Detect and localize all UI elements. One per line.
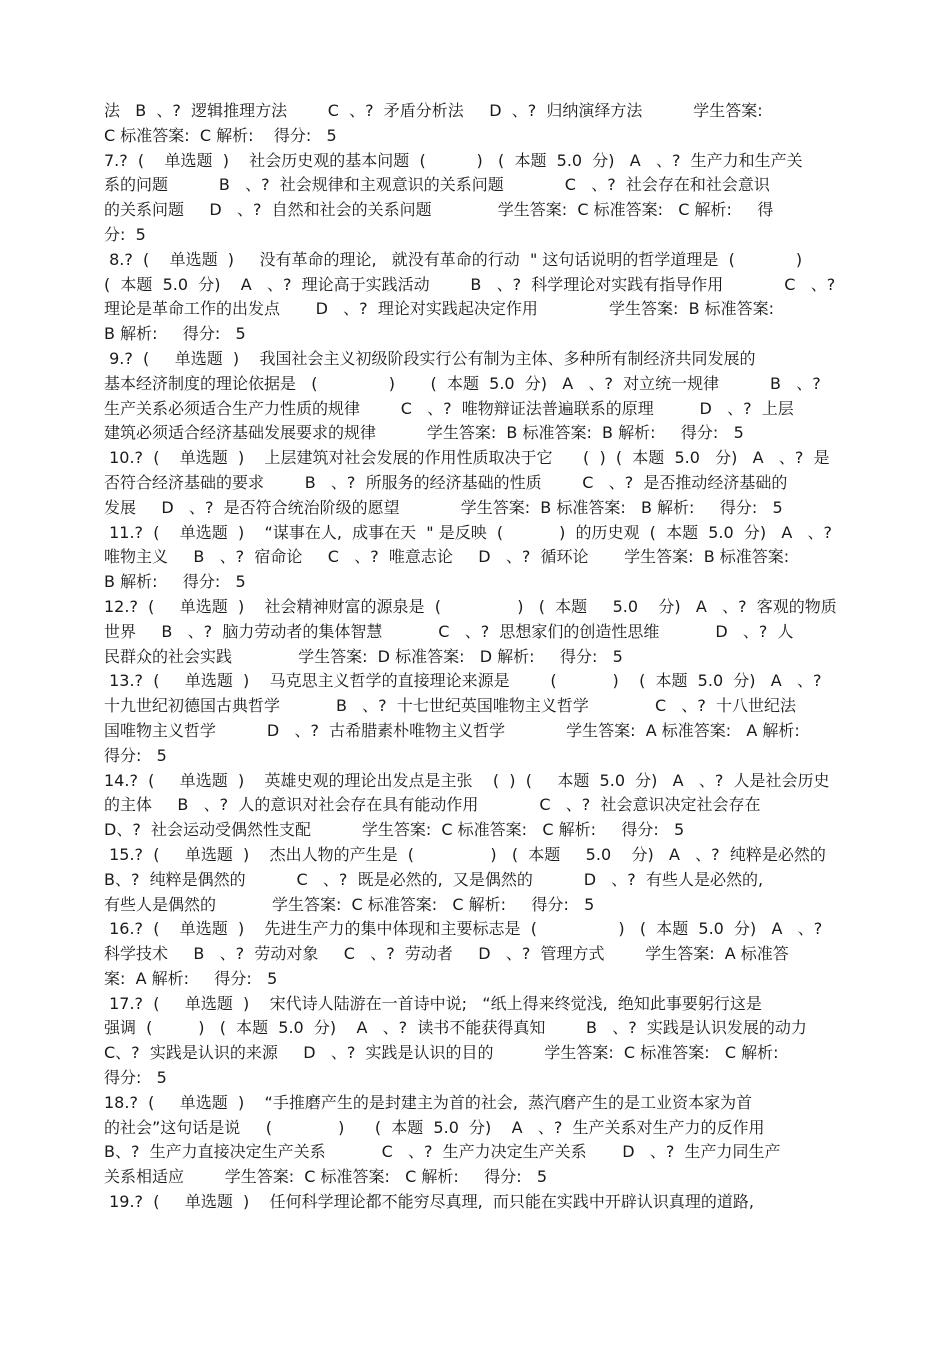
text-line: C 标准答案: C 解析: 得分: 5 xyxy=(104,125,337,145)
text-line: 发展 D 、? 是否符合统治阶级的愿望 学生答案: B 标准答案: B 解析: 得分: 5 xyxy=(104,497,783,517)
text-line: 11.? ( 单选题 ) “谋事在人, 成事在天 " 是反映 ( ) 的历史观 ( 本题 5.0 分) A 、? xyxy=(104,522,833,542)
text-line: C、? 实践是认识的来源 D 、? 实践是认识的目的 学生答案: C 标准答案: C 解析: xyxy=(104,1043,779,1063)
text-line: 得分: 5 xyxy=(104,1068,167,1088)
text-line: 法 B 、? 逻辑推理方法 C 、? 矛盾分析法 D 、? 归纳演绎方法 学生答案: xyxy=(104,101,763,120)
text-line: 7.? ( 单选题 ) 社会历史观的基本问题 ( ) ( 本题 5.0 分) A 、? 生产力和生产关 xyxy=(104,150,803,170)
text-line: 15.? ( 单选题 ) 杰出人物的产生是 ( ) ( 本题 5.0 分) A 、? 纯粹是必然的 xyxy=(104,844,826,864)
text-line: 系的问题 B 、? 社会规律和主观意识的关系问题 C 、? 社会存在和社会意识 xyxy=(104,175,770,195)
text-line: B 解析: 得分: 5 xyxy=(104,324,246,344)
text-line: 国唯物主义哲学 D 、? 古希腊素朴唯物主义哲学 学生答案: A 标准答案: A 解析: xyxy=(104,720,800,740)
text-line: ( 本题 5.0 分) A 、? 理论高于实践活动 B 、? 科学理论对实践有指导作用 C 、? xyxy=(104,274,836,294)
text-line: B 解析: 得分: 5 xyxy=(104,572,246,592)
text-line: 16.? ( 单选题 ) 先进生产力的集中体现和主要标志是 ( ) ( 本题 5.0 分) A 、? xyxy=(104,919,823,939)
text-line: 的主体 B 、? 人的意识对社会存在具有能动作用 C 、? 社会意识决定社会存在 xyxy=(104,795,761,815)
text-line: 9.? ( 单选题 ) 我国社会主义初级阶段实行公有制为主体、多种所有制经济共同发展的 xyxy=(104,348,756,368)
text-line: 关系相适应 学生答案: C 标准答案: C 解析: 得分: 5 xyxy=(104,1167,548,1187)
text-line: 的关系问题 D 、? 自然和社会的关系问题 学生答案: C 标准答案: C 解析: 得 xyxy=(104,200,774,220)
text-line: D、? 社会运动受偶然性支配 学生答案: C 标准答案: C 解析: 得分: 5 xyxy=(104,820,685,840)
text-line: 分: 5 xyxy=(104,224,146,244)
text-line: 世界 B 、? 脑力劳动者的集体智慧 C 、? 思想家们的创造性思维 D 、? 人 xyxy=(104,621,794,641)
text-line: 得分: 5 xyxy=(104,745,167,765)
text-line: 的社会”这句话是说 ( ) ( 本题 5.0 分) A 、? 生产关系对生产力的反作用 xyxy=(104,1117,765,1137)
question-text-block xyxy=(104,99,854,1215)
text-line: 民群众的社会实践 学生答案: D 标准答案: D 解析: 得分: 5 xyxy=(104,646,623,666)
text-line: 10.? ( 单选题 ) 上层建筑对社会发展的作用性质取决于它 ( ) ( 本题 5.0 分) A 、? 是 xyxy=(104,448,830,468)
text-line: 强调 ( ) ( 本题 5.0 分) A 、? 读书不能获得真知 B 、? 实践是认识发展的动力 xyxy=(104,1018,807,1038)
text-line: 科学技术 B 、? 劳动对象 C 、? 劳动者 D 、? 管理方式 学生答案: A 标准答 xyxy=(104,944,789,964)
text-line: 基本经济制度的理论依据是 ( ) ( 本题 5.0 分) A 、? 对立统一规律 B 、? xyxy=(104,373,821,393)
text-line: 14.? ( 单选题 ) 英雄史观的理论出发点是主张 ( ) ( 本题 5.0 分) A 、? 人是社会历史 xyxy=(104,770,830,790)
text-line: 18.? ( 单选题 ) “手推磨产生的是封建主为首的社会, 蒸汽磨产生的是工业资本家为首 xyxy=(104,1092,753,1112)
text-line: 13.? ( 单选题 ) 马克思主义哲学的直接理论来源是 ( ) ( 本题 5.0 分) A 、? xyxy=(104,671,822,691)
text-line: 理论是革命工作的出发点 D 、? 理论对实践起决定作用 学生答案: B 标准答案: xyxy=(104,299,775,319)
text-line: 12.? ( 单选题 ) 社会精神财富的源泉是 ( ) ( 本题 5.0 分) A 、? 客观的物质 xyxy=(104,596,837,616)
text-line: 19.? ( 单选题 ) 任何科学理论都不能穷尽真理, 而只能在实践中开辟认识真理的道路, xyxy=(104,1192,754,1212)
text-line: 否符合经济基础的要求 B 、? 所服务的经济基础的性质 C 、? 是否推动经济基础的 xyxy=(104,472,788,492)
text-line: 十九世纪初德国古典哲学 B 、? 十七世纪英国唯物主义哲学 C 、? 十八世纪法 xyxy=(104,696,797,716)
text-line: 有些人是偶然的 学生答案: C 标准答案: C 解析: 得分: 5 xyxy=(104,894,595,914)
text-line: 17.? ( 单选题 ) 宋代诗人陆游在一首诗中说; “纸上得来终觉浅, 绝知此事要躬行这是 xyxy=(104,993,762,1013)
text-line: 8.? ( 单选题 ) 没有革命的理论, 就没有革命的行动 " 这句话说明的哲学道理是 ( ) xyxy=(104,249,803,269)
text-line: 案: A 解析: 得分: 5 xyxy=(104,968,278,988)
text-line: B、? 生产力直接决定生产关系 C 、? 生产力决定生产关系 D 、? 生产力同生产 xyxy=(104,1142,781,1162)
text-line: 建筑必须适合经济基础发展要求的规律 学生答案: B 标准答案: B 解析: 得分: 5 xyxy=(104,423,744,443)
text-line: B、? 纯粹是偶然的 C 、? 既是必然的, 又是偶然的 D 、? 有些人是必然的, xyxy=(104,869,764,889)
text-line: 唯物主义 B 、? 宿命论 C 、? 唯意志论 D 、? 循环论 学生答案: B 标准答案: xyxy=(104,547,790,567)
text-line: 生产关系必须适合生产力性质的规律 C 、? 唯物辩证法普遍联系的原理 D 、? 上层 xyxy=(104,398,794,418)
